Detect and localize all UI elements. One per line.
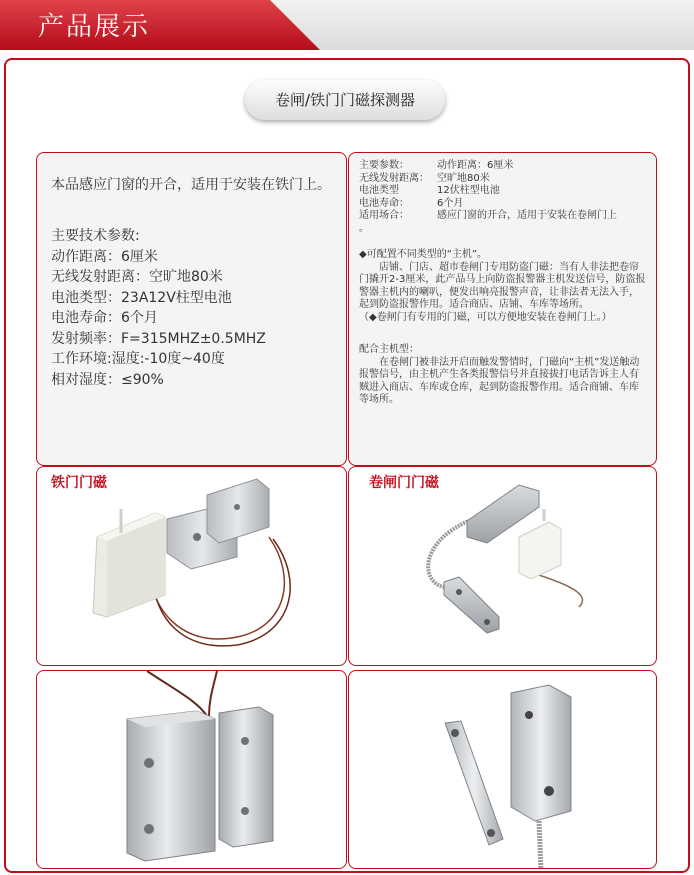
param-row: 无线发射距离： 空旷地80米	[359, 172, 490, 184]
rolling-door-caption: 卷闸门门磁	[369, 475, 439, 491]
param-row: 电池类型 12伏柱型电池	[359, 185, 500, 196]
param-row: 适用场合： 感应门窗的开合，适用于安装在卷闸门上	[359, 210, 617, 221]
spec-item: 工作环境:湿度:-10度~40度	[51, 351, 225, 367]
param-row: 电池寿命： 6个月	[359, 197, 464, 209]
iron-door-caption: 铁门门磁	[51, 475, 107, 491]
spec-item: 发射频率：F=315MHZ±0.5MHZ	[51, 330, 266, 347]
iron-door-closeup-panel	[36, 670, 347, 869]
spec-item: 相对湿度：≤90%	[51, 371, 164, 388]
iron-door-photo-panel	[36, 466, 347, 666]
description-panel	[36, 152, 347, 466]
spec-item: 动作距离：6厘米	[51, 248, 158, 265]
alarm-title: 配合主机型：	[359, 344, 419, 355]
spec-item: 电池类型：23A12V柱型电池	[51, 289, 232, 306]
product-intro: 本品感应门窗的开合，适用于安装在铁门上。	[51, 177, 331, 193]
banner-title: 产品展示	[38, 12, 151, 42]
spec-item: 电池寿命：6个月	[51, 310, 158, 326]
product-name-pill: 卷闸/铁门门磁探测器	[245, 80, 445, 120]
spec-item: 无线发射距离：空旷地80米	[51, 269, 223, 285]
host-text: 店铺、门店、超市卷闸门专用防盗门磁：当有人非法把卷帘门撬开2-3厘米，此产品马上向防盗报警器主机发送信号，防盗报警器主机内的喇叭，便发出响亮报警声音，让非法者无法入手，起到防盗报警作用。适合商店、店铺、车库等场所。	[359, 261, 646, 310]
rolling-door-note: （◆卷闸门有专用的门磁，可以方便地安装在卷闸门上。）	[359, 311, 612, 323]
rolling-door-closeup-photo	[349, 671, 657, 869]
iron-door-sensor-photo	[37, 467, 347, 666]
iron-door-closeup-photo	[37, 671, 347, 869]
rolling-door-sensor-photo	[349, 467, 657, 666]
details-panel	[348, 152, 657, 466]
param-row: 主要参数： 动作距离：6厘米	[359, 160, 514, 171]
host-title: ◆可配置不同类型的“主机”。	[359, 249, 488, 260]
rolling-door-closeup-panel	[348, 670, 657, 869]
alarm-text: 在卷闸门被非法开启而触发警情时，门磁向“主机”发送触动报警信号，由主机产生各类报警信号并直接拔打电话告诉主人有贼进入商店、车库或仓库，起到防盗报警作用。适合商铺、车库等场所。	[359, 356, 640, 405]
param-row-tail: 。	[359, 222, 369, 234]
rolling-door-photo-panel	[348, 466, 657, 666]
header-banner	[0, 0, 694, 50]
spec-title: 主要技术参数:	[51, 228, 140, 244]
spec-list	[51, 226, 336, 390]
